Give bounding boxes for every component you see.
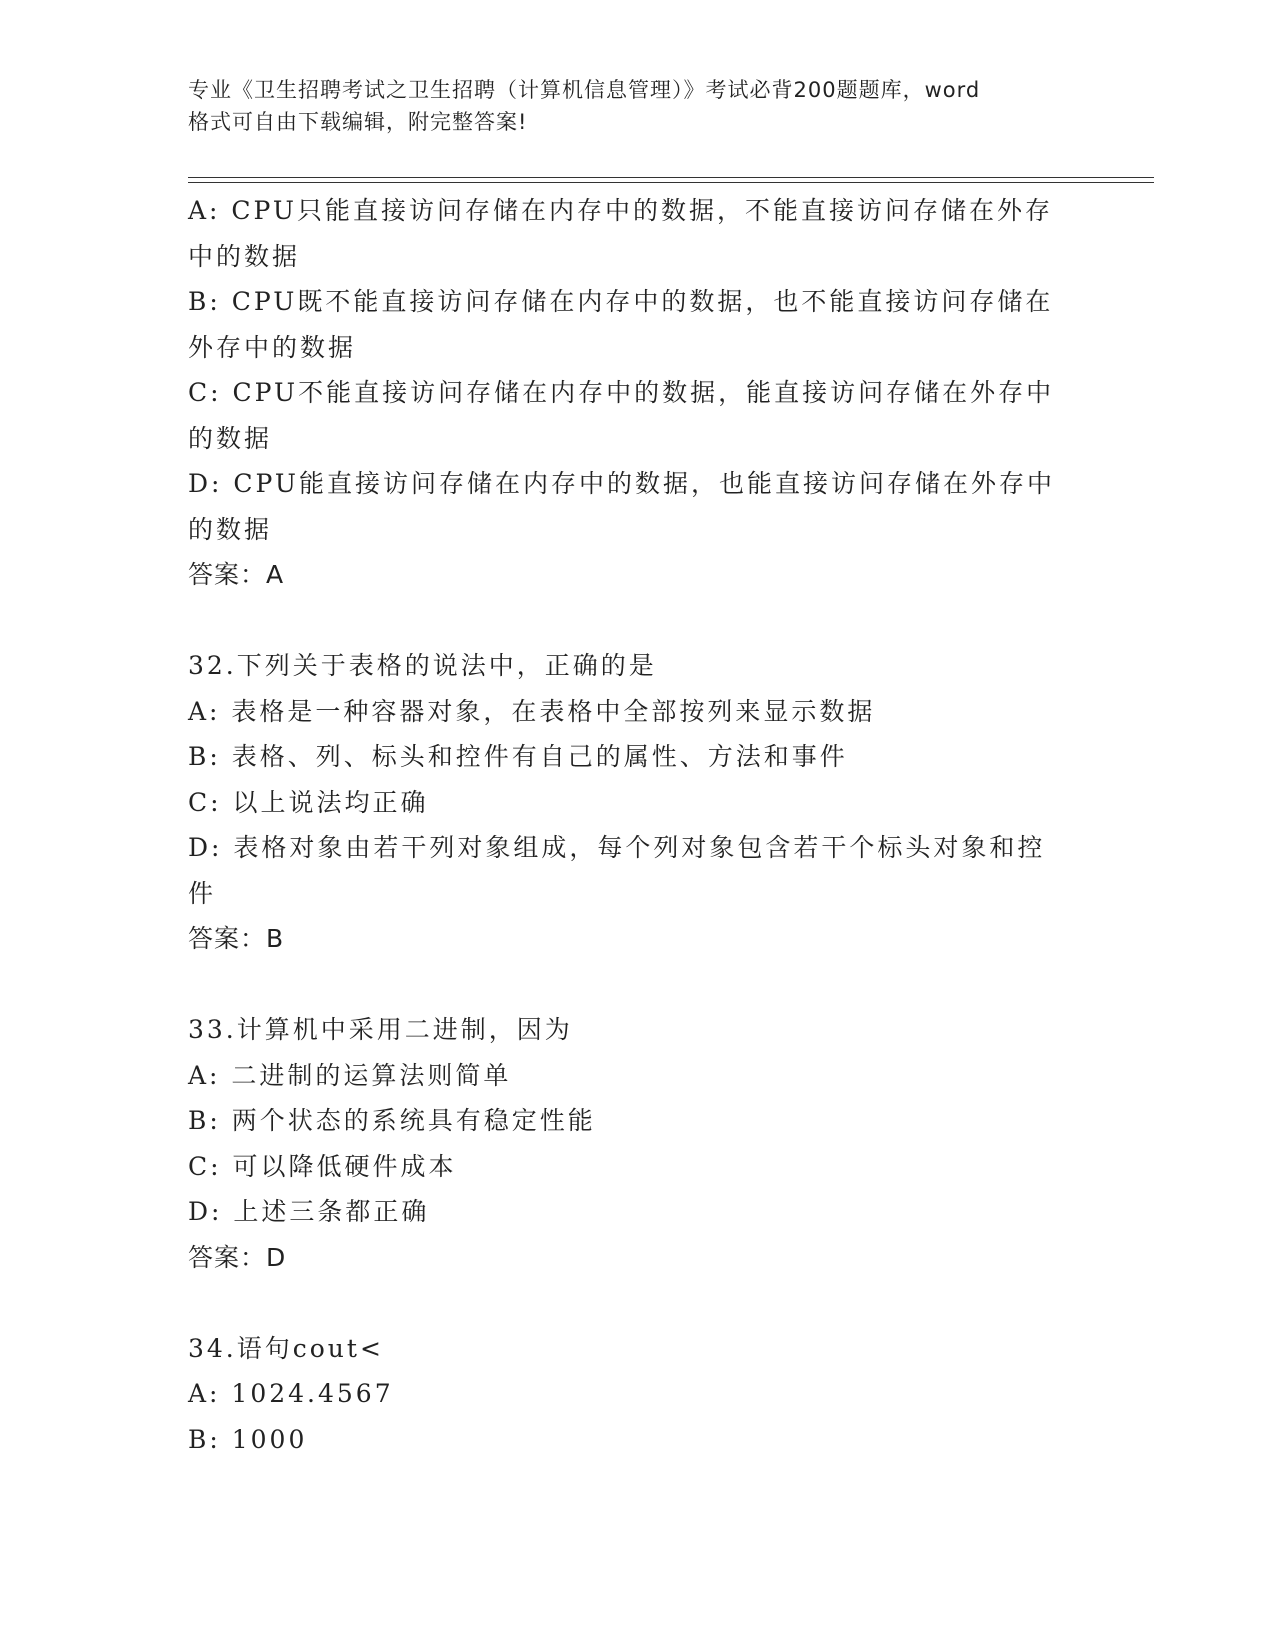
q34-option-a: A: 1024.4567 bbox=[188, 1379, 394, 1408]
q32-option-d-line-2: 件 bbox=[188, 878, 217, 908]
spacer bbox=[188, 598, 1088, 644]
q31-option-c-line-2: 的数据 bbox=[188, 423, 273, 453]
q32-option-a: A: 表格是一种容器对象，在表格中全部按列来显示数据 bbox=[188, 696, 876, 726]
q32-option-b: B: 表格、列、标头和控件有自己的属性、方法和事件 bbox=[188, 742, 848, 771]
question-32 bbox=[188, 643, 1088, 962]
q33-option-c: C: 可以降低硬件成本 bbox=[188, 1151, 457, 1181]
q32-option-d-line-1: D: 表格对象由若干列对象组成，每个列对象包含若干个标头对象和控 bbox=[188, 833, 1046, 862]
document-header bbox=[188, 74, 1098, 138]
spacer bbox=[188, 962, 1088, 1008]
q33-option-a: A: 二进制的运算法则简单 bbox=[188, 1060, 512, 1090]
q31-option-d-line-2: 的数据 bbox=[188, 514, 273, 544]
q33-option-b: B: 两个状态的系统具有稳定性能 bbox=[188, 1106, 596, 1135]
q31-option-b-line-1: B: CPU既不能直接访问存储在内存中的数据，也不能直接访问存储在 bbox=[188, 287, 1054, 316]
question-list bbox=[188, 188, 1088, 1462]
q33-option-d: D: 上述三条都正确 bbox=[188, 1197, 430, 1226]
q31-answer: 答案：A bbox=[188, 560, 285, 589]
q31-option-d-line-1: D: CPU能直接访问存储在内存中的数据，也能直接访问存储在外存中 bbox=[188, 469, 1055, 498]
question-31 bbox=[188, 188, 1088, 598]
q32-question: 32.下列关于表格的说法中，正确的是 bbox=[188, 651, 657, 680]
q34-question: 34.语句cout< bbox=[188, 1333, 384, 1363]
q31-option-a-line-2: 中的数据 bbox=[188, 241, 301, 271]
header-title-line-1: 专业《卫生招聘考试之卫生招聘（计算机信息管理）》考试必背200题题库，word bbox=[188, 78, 981, 102]
question-34 bbox=[188, 1326, 1088, 1463]
q32-answer: 答案：B bbox=[188, 924, 285, 953]
q31-option-a-line-1: A: CPU只能直接访问存储在内存中的数据，不能直接访问存储在外存 bbox=[188, 196, 1054, 225]
header-title-line-2: 格式可自由下载编辑，附完整答案! bbox=[188, 110, 528, 134]
q34-option-b: B: 1000 bbox=[188, 1424, 308, 1454]
q32-option-c: C: 以上说法均正确 bbox=[188, 787, 429, 817]
header-divider bbox=[188, 177, 1154, 183]
spacer bbox=[188, 1280, 1088, 1326]
q31-option-b-line-2: 外存中的数据 bbox=[188, 332, 357, 362]
question-33 bbox=[188, 1007, 1088, 1280]
q33-question: 33.计算机中采用二进制，因为 bbox=[188, 1015, 573, 1044]
q31-option-c-line-1: C: CPU不能直接访问存储在内存中的数据，能直接访问存储在外存中 bbox=[188, 378, 1055, 407]
q33-answer: 答案：D bbox=[188, 1242, 287, 1272]
